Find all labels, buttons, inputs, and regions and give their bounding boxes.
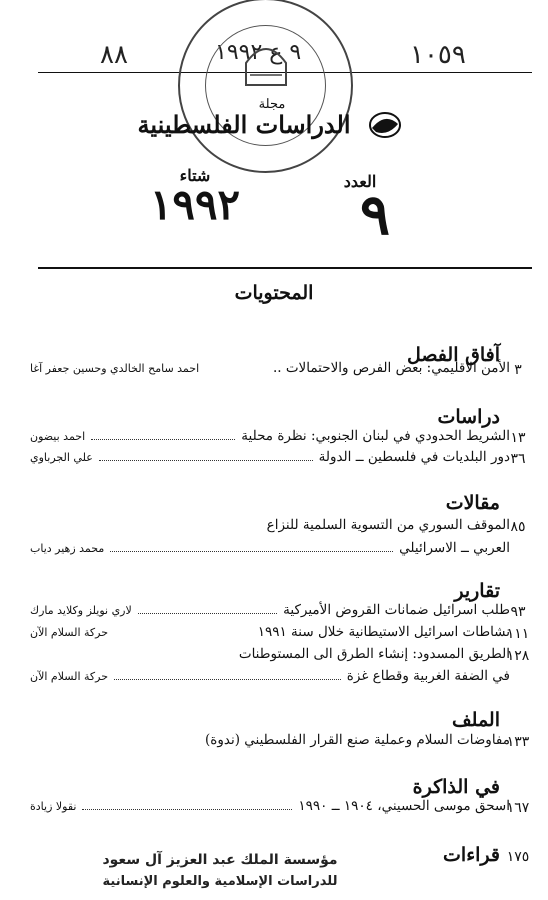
toc-entry[interactable] bbox=[30, 449, 510, 471]
toc-entry[interactable] bbox=[30, 732, 510, 754]
toc-page-number: ١٦٧ bbox=[506, 800, 530, 816]
toc-entry-continued[interactable] bbox=[30, 540, 510, 562]
toc-entry-author: علي الجرباوي bbox=[30, 451, 93, 464]
toc-entry-author: حركة السلام الآن bbox=[30, 626, 108, 639]
toc-entry-author: لاري نويلز وكلايد مارك bbox=[30, 604, 132, 617]
section-heading: تقارير bbox=[454, 580, 500, 602]
toc-entry-title-line2: العربي ــ الاسرائيلي bbox=[399, 540, 510, 556]
toc-entry[interactable] bbox=[30, 517, 510, 539]
library-stamp-line2: للدراسات الإسلامية والعلوم الإنسانية bbox=[102, 874, 338, 889]
toc-title: المحتويات bbox=[234, 282, 314, 304]
toc-entry-title: الطريق المسدود: إنشاء الطرق الى المستوطنات bbox=[238, 646, 510, 662]
section-heading: قراءات bbox=[443, 844, 500, 866]
toc-entry-author: نقولا زيادة bbox=[30, 800, 77, 813]
section-heading: دراسات bbox=[437, 406, 500, 428]
handwritten-date: ٩ ع ١٩٩٢ bbox=[215, 40, 302, 65]
toc-entry-title: الأمن الاقليمي: بعض الفرص والاحتمالات .. bbox=[272, 360, 510, 376]
toc-page-number: ١١١ bbox=[506, 626, 530, 642]
toc-entry[interactable] bbox=[30, 646, 510, 668]
toc-entry[interactable] bbox=[30, 428, 510, 450]
issue-number: ٩ bbox=[359, 182, 391, 248]
toc-entry-title: طلب اسرائيل ضمانات القروض الأميركية bbox=[283, 602, 510, 618]
journal-logo-icon bbox=[368, 110, 402, 140]
toc-entry[interactable] bbox=[30, 624, 510, 646]
toc-page-number: ٩٣ bbox=[510, 604, 526, 620]
toc-entry-title: مفاوضات السلام وعملية صنع القرار الفلسطيني (ندوة) bbox=[205, 732, 510, 748]
section-heading: في الذاكرة bbox=[412, 776, 500, 798]
toc-entry[interactable] bbox=[30, 602, 510, 624]
toc-entry-author: احمد سامح الخالدي وحسين جعفر آغا bbox=[30, 362, 200, 375]
handwritten-left-code: ٨٨ bbox=[100, 40, 128, 70]
toc-entry-author: حركة السلام الآن bbox=[30, 670, 108, 683]
toc-entry-continued[interactable] bbox=[30, 668, 510, 690]
toc-page-number: ٣٦ bbox=[510, 451, 526, 467]
toc-entry-title: دور البلديات في فلسطين ــ الدولة bbox=[318, 449, 510, 465]
toc-entry-author: محمد زهير دياب bbox=[30, 542, 105, 555]
season-label: شتاء bbox=[179, 166, 211, 185]
toc-entry-title-line2: في الضفة الغربية وقطاع غزة bbox=[346, 668, 510, 684]
toc-page-number: ١٧٥ bbox=[506, 849, 530, 865]
issue-label: العدد bbox=[343, 172, 377, 191]
toc-page-number: ١٢٨ bbox=[506, 648, 530, 664]
toc-page-number: ١٣ bbox=[510, 430, 526, 446]
toc-page-number: ٣ bbox=[514, 362, 522, 378]
toc-entry[interactable] bbox=[30, 798, 510, 820]
toc-page-number: ١٣٣ bbox=[506, 734, 530, 750]
issue-year: ١٩٩٢ bbox=[149, 180, 241, 229]
handwritten-right-code: ١٠٥٩ bbox=[410, 40, 466, 70]
section-heading: مقالات bbox=[445, 492, 500, 514]
toc-entry-title: اسحق موسى الحسيني، ١٩٠٤ ــ ١٩٩٠ bbox=[298, 798, 510, 814]
toc-entry-title: الموقف السوري من التسوية السلمية للنزاع bbox=[266, 517, 510, 533]
journal-name: الدراسات الفلسطينية bbox=[137, 110, 351, 139]
header-rule bbox=[38, 267, 532, 269]
section-heading: آفاق الفصل bbox=[406, 344, 500, 366]
library-stamp-line1: مؤسسة الملك عبد العزيز آل سعود bbox=[102, 852, 338, 868]
toc-entry[interactable] bbox=[30, 360, 510, 382]
toc-entry-title: نشاطات اسرائيل الاستيطانية خلال سنة ١٩٩١ bbox=[257, 624, 510, 640]
stamp-dome-icon bbox=[240, 35, 292, 90]
toc-entry-title: الشريط الحدودي في لبنان الجنوبي: نظرة محلية bbox=[241, 428, 510, 444]
section-heading: الملف bbox=[451, 709, 500, 731]
toc-page-number: ٨٥ bbox=[510, 519, 526, 535]
toc-entry-author: احمد بيضون bbox=[30, 430, 86, 443]
magazine-word: مجلة bbox=[258, 97, 286, 112]
